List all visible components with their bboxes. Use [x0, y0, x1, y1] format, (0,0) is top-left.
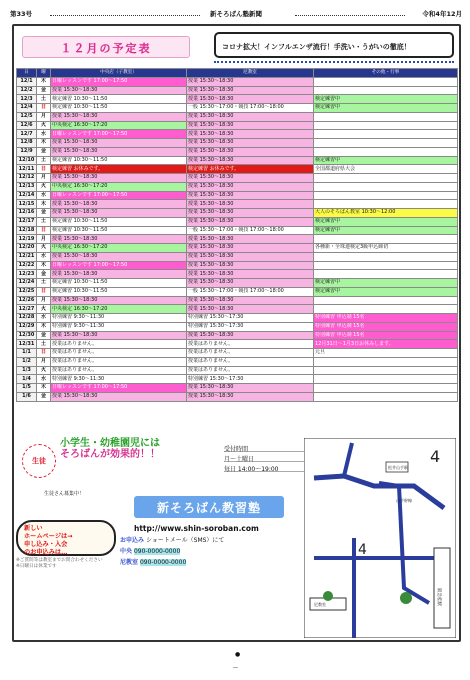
row-weekday: 木	[37, 261, 51, 270]
table-row	[17, 392, 458, 401]
row-branch-school: 授業 15:30〜18:30	[187, 235, 314, 244]
row-date: 12/19	[17, 235, 37, 244]
header-dotted-rule	[50, 10, 200, 16]
row-branch-school: 授業 15:30〜18:30	[187, 279, 314, 288]
row-main-school: 日曜レッスンです 17:00〜17:50	[51, 130, 187, 139]
table-row	[17, 86, 458, 95]
row-main-school: 中央検定 16:30〜17:20	[51, 305, 187, 314]
row-branch-school: 一般 15:30〜17:00・競技 17:00〜18:00	[187, 104, 314, 113]
row-branch-school: 授業 15:30〜18:30	[187, 296, 314, 305]
table-row	[17, 384, 458, 393]
row-main-school: 授業 15:30〜18:30	[51, 112, 187, 121]
table-row	[17, 217, 458, 226]
table-row	[17, 331, 458, 340]
row-main-school: 授業 15:30〜18:30	[51, 147, 187, 156]
row-event: 特別練習 申込制 15名	[314, 331, 458, 340]
row-main-school: 検定練習 10:30〜11:50	[51, 95, 187, 104]
issue-date: 令和4年12月	[422, 10, 462, 18]
row-main-school: 授業 15:30〜18:30	[51, 200, 187, 209]
row-weekday: 火	[37, 366, 51, 375]
row-main-school: 検定練習 10:30〜11:50	[51, 287, 187, 296]
map-label-branch: 尼教室	[314, 602, 326, 607]
row-main-school: 授業はありません。	[51, 340, 187, 349]
row-branch-school: 授業 15:30〜18:30	[187, 112, 314, 121]
row-branch-school: 授業 15:30〜18:30	[187, 331, 314, 340]
row-main-school: 授業 15:30〜18:30	[51, 331, 187, 340]
school-marker-icon	[323, 591, 333, 601]
row-branch-school: 授業 15:30〜18:30	[187, 217, 314, 226]
hours-line: 受付時間	[224, 444, 304, 452]
map-label-road: 山手幹線	[396, 498, 412, 503]
table-row	[17, 296, 458, 305]
row-branch-school: 授業 15:30〜18:30	[187, 182, 314, 191]
row-date: 12/30	[17, 331, 37, 340]
row-weekday: 土	[37, 95, 51, 104]
row-main-school: 授業はありません。	[51, 349, 187, 358]
school-name-banner: 新そろばん教習塾	[134, 496, 284, 518]
row-weekday: 土	[37, 156, 51, 165]
row-weekday: 木	[37, 384, 51, 393]
table-row	[17, 139, 458, 148]
map-route-number: 4	[430, 447, 441, 466]
footer-mark: —	[233, 665, 238, 671]
homepage-bubble	[16, 520, 116, 556]
table-row	[17, 77, 458, 86]
row-weekday: 日	[37, 349, 51, 358]
row-date: 1/5	[17, 384, 37, 393]
row-date: 1/3	[17, 366, 37, 375]
row-branch-school: 授業 15:30〜18:30	[187, 156, 314, 165]
row-event: 検定練習中	[314, 104, 458, 113]
col-header-main-school: 中央店（子教室）	[51, 69, 187, 78]
map-label-station: 松井山手駅	[388, 465, 408, 470]
table-row	[17, 322, 458, 331]
row-event	[314, 139, 458, 148]
row-weekday: 月	[37, 296, 51, 305]
row-main-school: 授業 15:30〜18:30	[51, 296, 187, 305]
notice-text: コロナ拡大！インフルエンザ流行！手洗い・うがいの徹底！	[222, 43, 411, 51]
row-branch-school: 特別練習 15:30〜17:30	[187, 314, 314, 323]
row-branch-school: 授業 15:30〜18:30	[187, 86, 314, 95]
row-main-school: 検定練習 10:30〜11:50	[51, 279, 187, 288]
table-row	[17, 357, 458, 366]
schedule-title-box	[22, 36, 190, 58]
table-row	[17, 287, 458, 296]
row-weekday: 土	[37, 340, 51, 349]
contact-line-sms: お申込み ショートメール（SMS）にて	[120, 537, 225, 544]
table-row	[17, 156, 458, 165]
row-weekday: 月	[37, 235, 51, 244]
row-event	[314, 296, 458, 305]
stamp-icon: 生徒	[22, 444, 56, 478]
row-branch-school: 授業 15:30〜18:30	[187, 252, 314, 261]
row-event	[314, 366, 458, 375]
row-main-school: 特別練習 9:30〜11:30	[51, 375, 187, 384]
table-row	[17, 244, 458, 253]
row-date: 12/9	[17, 147, 37, 156]
table-row	[17, 147, 458, 156]
issue-number: 第33号	[10, 10, 33, 18]
row-event	[314, 305, 458, 314]
row-weekday: 木	[37, 322, 51, 331]
col-header-branch-school: 尼教室	[187, 69, 314, 78]
row-date: 12/2	[17, 86, 37, 95]
hours-box	[224, 444, 304, 488]
row-branch-school: 授業 15:30〜18:30	[187, 209, 314, 218]
hours-line: 月〜土曜日	[224, 454, 304, 462]
row-weekday: 水	[37, 130, 51, 139]
row-date: 12/17	[17, 217, 37, 226]
row-main-school: 授業 15:30〜18:30	[51, 270, 187, 279]
row-event	[314, 261, 458, 270]
row-event: 特別練習 申込制 15名	[314, 314, 458, 323]
row-weekday: 水	[37, 252, 51, 261]
row-event	[314, 392, 458, 401]
row-event	[314, 252, 458, 261]
row-date: 12/10	[17, 156, 37, 165]
row-date: 1/4	[17, 375, 37, 384]
row-branch-school: 一般 15:30〜17:00・競技 17:00〜18:00	[187, 226, 314, 235]
slogan-line-2: そろばんが効果的！！	[60, 449, 160, 460]
row-date: 12/12	[17, 174, 37, 183]
table-row	[17, 130, 458, 139]
map-route-number-2: 4	[358, 542, 367, 558]
row-event: 検定練習中	[314, 217, 458, 226]
row-weekday: 日	[37, 226, 51, 235]
row-branch-school: 特別練習 15:30〜17:30	[187, 375, 314, 384]
row-event: 各種新・全珠連検定3級申込締切	[314, 244, 458, 253]
row-event: 全国都道府県大会	[314, 165, 458, 174]
row-main-school: 授業はありません。	[51, 357, 187, 366]
row-weekday: 日	[37, 287, 51, 296]
row-main-school: 授業 15:30〜18:30	[51, 139, 187, 148]
notice-box	[214, 32, 454, 58]
row-weekday: 金	[37, 147, 51, 156]
page-header	[10, 9, 462, 19]
row-event	[314, 112, 458, 121]
row-date: 12/4	[17, 104, 37, 113]
row-date: 12/15	[17, 200, 37, 209]
table-row	[17, 191, 458, 200]
row-date: 12/25	[17, 287, 37, 296]
row-date: 12/31	[17, 340, 37, 349]
row-weekday: 火	[37, 182, 51, 191]
advertisement-area	[14, 434, 459, 640]
table-row	[17, 252, 458, 261]
row-main-school: 日曜レッスンです 17:00〜17:50	[51, 191, 187, 200]
row-main-school: 検定練習 お休みです。	[51, 165, 187, 174]
row-weekday: 日	[37, 165, 51, 174]
table-row	[17, 261, 458, 270]
table-header-row	[17, 69, 458, 78]
row-main-school: 授業 15:30〜18:30	[51, 174, 187, 183]
row-date: 12/8	[17, 139, 37, 148]
row-date: 12/7	[17, 130, 37, 139]
contact-line-main: 中央 090-0000-0000	[120, 548, 181, 555]
recruit-text: 生徒さん募集中！	[44, 491, 85, 497]
map-pin-icon	[400, 592, 412, 604]
table-row	[17, 349, 458, 358]
row-event	[314, 174, 458, 183]
row-event	[314, 147, 458, 156]
row-weekday: 土	[37, 279, 51, 288]
table-row	[17, 182, 458, 191]
row-weekday: 金	[37, 209, 51, 218]
row-branch-school: 授業はありません。	[187, 340, 314, 349]
row-event: 特別練習 申込制 15名	[314, 322, 458, 331]
row-branch-school: 授業 15:30〜18:30	[187, 384, 314, 393]
row-date: 1/2	[17, 357, 37, 366]
slogan	[60, 438, 220, 460]
row-branch-school: 授業 15:30〜18:30	[187, 121, 314, 130]
table-row	[17, 95, 458, 104]
row-weekday: 木	[37, 200, 51, 209]
row-date: 12/24	[17, 279, 37, 288]
row-weekday: 木	[37, 77, 51, 86]
row-date: 12/21	[17, 252, 37, 261]
row-main-school: 授業 15:30〜18:30	[51, 252, 187, 261]
row-branch-school: 授業はありません。	[187, 357, 314, 366]
row-event	[314, 200, 458, 209]
footer-bullet-icon: ●	[235, 651, 241, 658]
row-branch-school: 授業 15:30〜18:30	[187, 77, 314, 86]
row-weekday: 月	[37, 357, 51, 366]
row-event	[314, 86, 458, 95]
row-branch-school: 授業 15:30〜18:30	[187, 147, 314, 156]
row-main-school: 日曜レッスンです 17:00〜17:50	[51, 261, 187, 270]
row-branch-school: 授業 15:30〜18:30	[187, 200, 314, 209]
row-date: 12/3	[17, 95, 37, 104]
col-header-date: 日	[17, 69, 37, 78]
table-row	[17, 165, 458, 174]
table-row	[17, 305, 458, 314]
row-main-school: 検定練習 10:30〜11:50	[51, 217, 187, 226]
row-date: 12/13	[17, 182, 37, 191]
row-main-school: 授業 15:30〜18:30	[51, 209, 187, 218]
row-main-school: 中央検定 16:30〜17:20	[51, 244, 187, 253]
row-date: 12/14	[17, 191, 37, 200]
row-date: 12/5	[17, 112, 37, 121]
row-main-school: 特別練習 9:30〜11:30	[51, 322, 187, 331]
row-weekday: 水	[37, 191, 51, 200]
row-event: 検定練習中	[314, 95, 458, 104]
col-header-events: その他・行事	[314, 69, 458, 78]
row-event	[314, 77, 458, 86]
row-weekday: 金	[37, 392, 51, 401]
decorative-border	[214, 61, 454, 65]
row-main-school: 検定練習 10:30〜11:50	[51, 156, 187, 165]
row-main-school: 検定練習 10:30〜11:50	[51, 104, 187, 113]
row-weekday: 火	[37, 121, 51, 130]
table-row	[17, 174, 458, 183]
row-weekday: 金	[37, 270, 51, 279]
row-main-school: 授業 15:30〜18:30	[51, 86, 187, 95]
row-weekday: 金	[37, 331, 51, 340]
row-main-school: 授業 15:30〜18:30	[51, 235, 187, 244]
footnotes: ※ご質問等は教室までお問合わせください ※日曜日は休業です	[16, 558, 103, 569]
row-branch-school: 授業 15:30〜18:30	[187, 244, 314, 253]
row-main-school: 日曜レッスンです 17:00〜17:50	[51, 77, 187, 86]
table-row	[17, 375, 458, 384]
row-main-school: 特別練習 9:30〜11:30	[51, 314, 187, 323]
row-event: 大人のそろばん教室 10:30〜12:00	[314, 209, 458, 218]
table-row	[17, 340, 458, 349]
row-main-school: 検定練習 10:30〜11:50	[51, 226, 187, 235]
row-branch-school: 授業 15:30〜18:30	[187, 174, 314, 183]
newsletter-name: 新そろばん塾新聞	[210, 10, 262, 18]
row-event	[314, 235, 458, 244]
map-label-hankyu: 阪急桂駅	[436, 588, 441, 606]
row-weekday: 水	[37, 375, 51, 384]
table-row	[17, 209, 458, 218]
row-event	[314, 121, 458, 130]
row-event: 元旦	[314, 349, 458, 358]
row-date: 12/29	[17, 322, 37, 331]
row-date: 12/20	[17, 244, 37, 253]
row-weekday: 月	[37, 112, 51, 121]
row-branch-school: 授業 15:30〜18:30	[187, 305, 314, 314]
homepage-bubble-text: 新しい ホームページは→ 申し込み・入会 のお申込みは…	[24, 525, 73, 556]
area-map	[304, 438, 456, 638]
row-date: 12/28	[17, 314, 37, 323]
row-branch-school: 授業 15:30〜18:30	[187, 270, 314, 279]
row-event	[314, 191, 458, 200]
row-event	[314, 270, 458, 279]
table-row	[17, 270, 458, 279]
col-header-weekday: 曜	[37, 69, 51, 78]
row-date: 12/18	[17, 226, 37, 235]
row-branch-school: 授業 15:30〜18:30	[187, 95, 314, 104]
table-row	[17, 104, 458, 113]
table-row	[17, 279, 458, 288]
row-weekday: 水	[37, 314, 51, 323]
row-event	[314, 357, 458, 366]
row-date: 12/22	[17, 261, 37, 270]
header-dotted-rule-2	[295, 10, 405, 16]
table-row	[17, 366, 458, 375]
schedule-table	[16, 68, 458, 402]
row-branch-school: 授業 15:30〜18:30	[187, 261, 314, 270]
row-weekday: 火	[37, 305, 51, 314]
row-weekday: 月	[37, 174, 51, 183]
row-date: 12/6	[17, 121, 37, 130]
row-date: 12/11	[17, 165, 37, 174]
row-event: 12月31日〜1月3日お休みします。	[314, 340, 458, 349]
row-weekday: 金	[37, 86, 51, 95]
row-main-school: 中央検定 16:30〜17:20	[51, 182, 187, 191]
row-date: 12/1	[17, 77, 37, 86]
row-date: 1/6	[17, 392, 37, 401]
row-branch-school: 授業 15:30〜18:30	[187, 191, 314, 200]
row-event	[314, 130, 458, 139]
row-event: 検定練習中	[314, 287, 458, 296]
schedule-title: １２月の予定表	[60, 42, 152, 55]
row-event	[314, 375, 458, 384]
hours-line: 毎日 14:00〜19:00	[224, 464, 304, 472]
table-row	[17, 200, 458, 209]
row-date: 12/16	[17, 209, 37, 218]
slogan-line-1: 小学生・幼稚園児には	[60, 438, 160, 449]
row-event: 検定練習中	[314, 156, 458, 165]
row-branch-school: 授業はありません。	[187, 366, 314, 375]
row-date: 12/27	[17, 305, 37, 314]
row-main-school: 中央検定 16:30〜17:20	[51, 121, 187, 130]
row-date: 1/1	[17, 349, 37, 358]
row-weekday: 木	[37, 139, 51, 148]
row-weekday: 日	[37, 104, 51, 113]
row-branch-school: 授業 15:30〜18:30	[187, 392, 314, 401]
row-branch-school: 一般 15:30〜17:00・競技 17:00〜18:00	[187, 287, 314, 296]
row-main-school: 授業はありません。	[51, 366, 187, 375]
row-date: 12/26	[17, 296, 37, 305]
row-date: 12/23	[17, 270, 37, 279]
row-branch-school: 特別練習 15:30〜17:30	[187, 322, 314, 331]
contact-line-branch: 尼教室 090-0000-0000	[120, 559, 187, 566]
table-row	[17, 112, 458, 121]
row-weekday: 火	[37, 244, 51, 253]
table-row	[17, 121, 458, 130]
table-row	[17, 314, 458, 323]
row-branch-school: 授業 15:30〜18:30	[187, 130, 314, 139]
homepage-url-link[interactable]: http://www.shin-soroban.com	[134, 524, 259, 533]
row-weekday: 土	[37, 217, 51, 226]
row-main-school: 日曜レッスンです 17:00〜17:50	[51, 384, 187, 393]
row-branch-school: 授業はありません。	[187, 349, 314, 358]
row-event: 検定練習中	[314, 226, 458, 235]
row-event: 検定練習中	[314, 279, 458, 288]
row-event	[314, 182, 458, 191]
row-event	[314, 384, 458, 393]
row-main-school: 授業 15:30〜18:30	[51, 392, 187, 401]
row-branch-school: 授業 15:30〜18:30	[187, 139, 314, 148]
table-row	[17, 235, 458, 244]
row-branch-school: 検定練習 お休みです。	[187, 165, 314, 174]
table-row	[17, 226, 458, 235]
